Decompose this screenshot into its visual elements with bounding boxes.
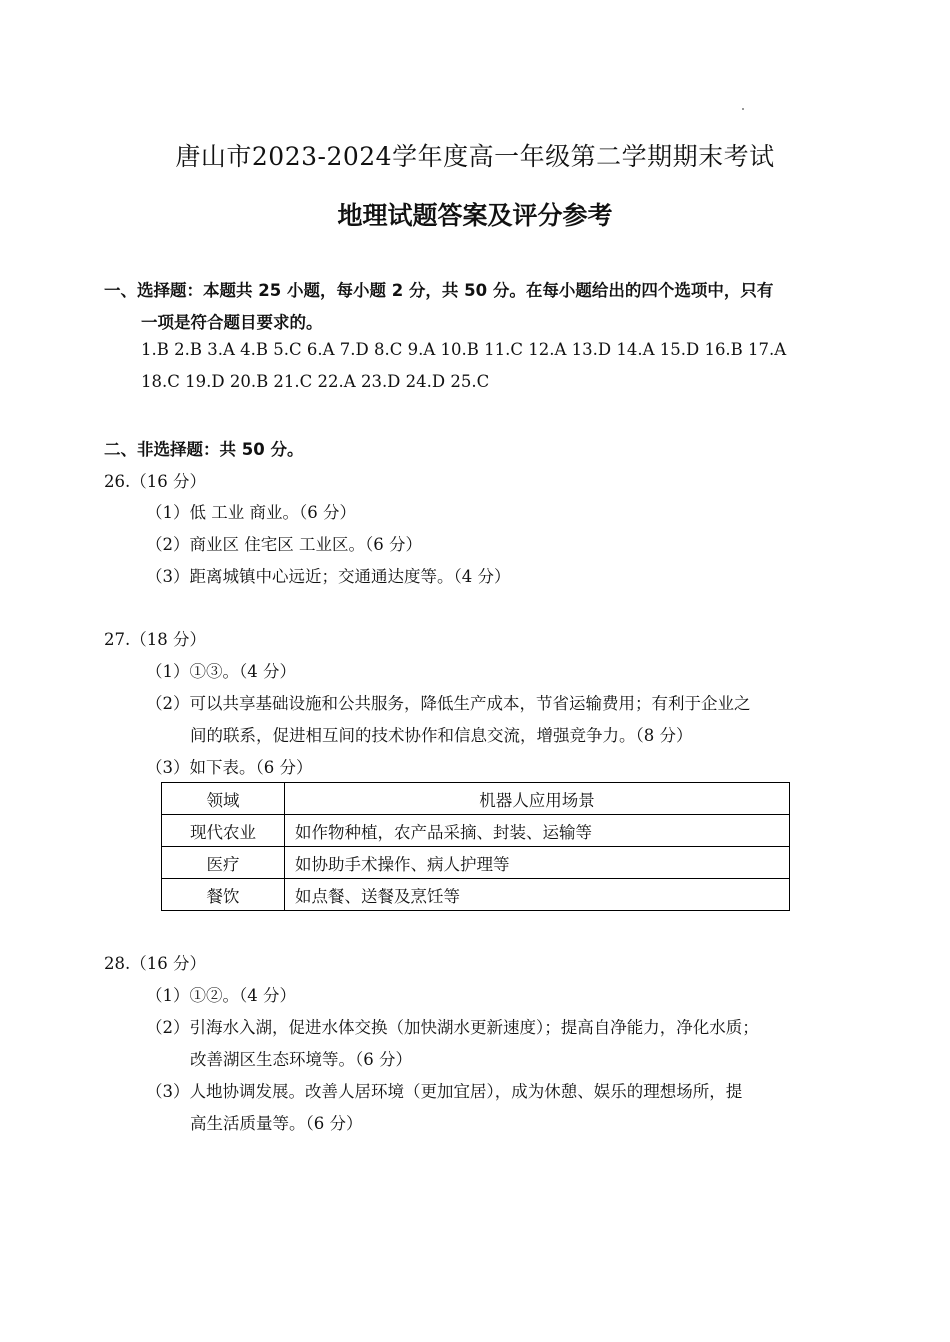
q27-label: 27.（18 分）: [104, 630, 206, 649]
q26-label: 26.（16 分）: [104, 472, 206, 491]
table-row: [162, 815, 790, 847]
exam-subtitle: 地理试题答案及评分参考: [337, 201, 613, 230]
table-header-row: [162, 783, 790, 815]
table-header-cell: 领域: [162, 783, 285, 815]
q27-answer-2-line1: （2）可以共享基础设施和公共服务，降低生产成本，节省运输费用；有利于企业之: [146, 694, 751, 713]
exam-title: 唐山市2023-2024学年度高一年级第二学期期末考试: [175, 142, 775, 171]
q28-answer-1: （1）①②。（4 分）: [146, 986, 296, 1005]
robot-scenario-table: [161, 782, 790, 911]
q28-label: 28.（16 分）: [104, 954, 206, 973]
section1-answers-line1: 1.B 2.B 3.A 4.B 5.C 6.A 7.D 8.C 9.A 10.B 11.C 12.A 13.D 14.A 15.D 16.B 17.A: [141, 340, 787, 359]
q27-answer-1: （1）①③。（4 分）: [146, 662, 296, 681]
q26-answer-3: （3）距离城镇中心远近；交通通达度等。（4 分）: [146, 567, 511, 586]
scan-dot: [742, 108, 744, 110]
q28-answer-3-line1: （3）人地协调发展。改善人居环境（更加宜居），成为休憩、娱乐的理想场所，提: [146, 1082, 743, 1101]
table-row: [162, 879, 790, 911]
table-cell: 医疗: [162, 847, 285, 879]
table-header-cell: 机器人应用场景: [285, 783, 790, 815]
q26-answer-1: （1）低 工业 商业。（6 分）: [146, 503, 356, 522]
table-cell: 现代农业: [162, 815, 285, 847]
q28-answer-2-line1: （2）引海水入湖，促进水体交换（加快湖水更新速度）；提高自净能力，净化水质；: [146, 1018, 759, 1037]
q27-answer-3: （3）如下表。（6 分）: [146, 758, 313, 777]
section1-heading-line1: 一、选择题：本题共 25 小题，每小题 2 分，共 50 分。在每小题给出的四个选项中，只有: [104, 281, 774, 300]
table-cell: 如协助手术操作、病人护理等: [285, 847, 790, 879]
q28-answer-3-line2: 高生活质量等。（6 分）: [190, 1114, 363, 1133]
section1-heading-line2: 一项是符合题目要求的。: [141, 313, 323, 332]
table-cell: 如点餐、送餐及烹饪等: [285, 879, 790, 911]
section1-answers-line2: 18.C 19.D 20.B 21.C 22.A 23.D 24.D 25.C: [141, 372, 490, 391]
q27-answer-2-line2: 间的联系，促进相互间的技术协作和信息交流，增强竞争力。（8 分）: [190, 726, 693, 745]
table-cell: 餐饮: [162, 879, 285, 911]
table-row: [162, 847, 790, 879]
q26-answer-2: （2）商业区 住宅区 工业区。（6 分）: [146, 535, 422, 554]
section2-heading: 二、非选择题：共 50 分。: [104, 440, 304, 459]
q28-answer-2-line2: 改善湖区生态环境等。（6 分）: [190, 1050, 412, 1069]
table-cell: 如作物种植，农产品采摘、封装、运输等: [285, 815, 790, 847]
